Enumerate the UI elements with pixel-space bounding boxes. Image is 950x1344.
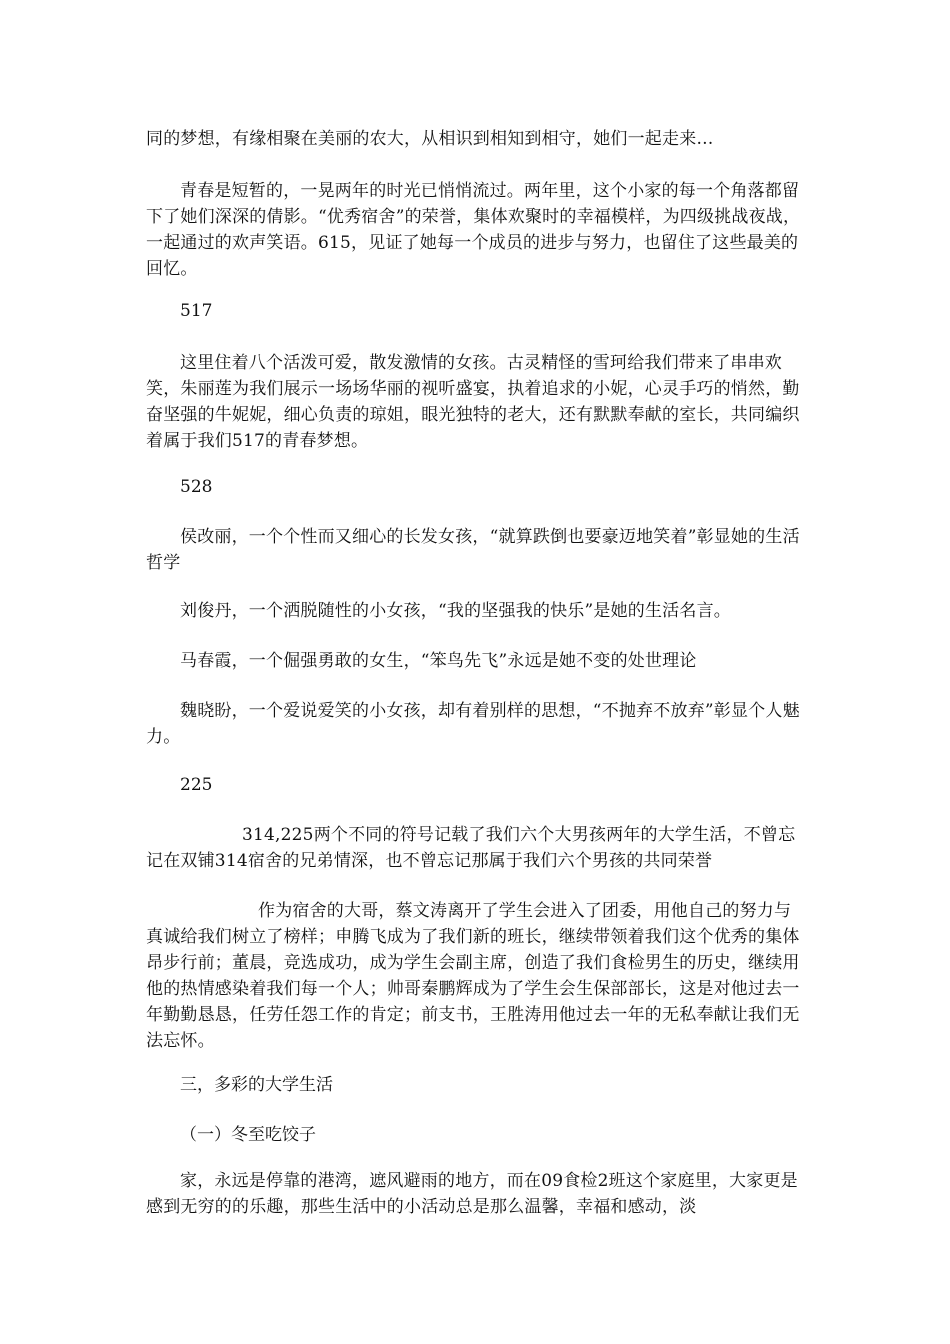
paragraph-wei-xiaopan: 魏晓盼，一个爱说爱笑的小女孩，却有着别样的思想，“不抛弃不放弃”彰显个人魅力。	[146, 701, 800, 747]
section-heading-college-life: 三，多彩的大学生活	[180, 1075, 333, 1095]
dorm-label-528: 528	[180, 477, 213, 497]
paragraph-314-225: 314,225两个不同的符号记载了我们六个大男孩两年的大学生活，不曾忘记在双铺314宿舍的兄弟情深，也不曾忘记那属于我们六个男孩的共同荣誉	[146, 825, 796, 871]
dorm-label-517: 517	[180, 301, 213, 321]
paragraph-hou-gaili: 侯改丽，一个个性而又细心的长发女孩，“就算跌倒也要豪迈地笑着”彰显她的生活哲学	[146, 527, 800, 573]
paragraph-intro-continuation: 同的梦想，有缘相聚在美丽的农大，从相识到相知到相守，她们一起走来…	[146, 129, 714, 149]
subsection-heading-dumplings: （一）冬至吃饺子	[180, 1125, 316, 1145]
paragraph-youth-615: 青春是短暂的，一晃两年的时光已悄悄流过。两年里，这个小家的每一个角落都留下了她们深深的倩影。“优秀宿舍”的荣誉，集体欢聚时的幸福模样，为四级挑战夜战，一起通过的欢声笑语。615，见证了她每一个成员的进步与努力，也留住了这些最美的回忆。	[146, 181, 801, 279]
paragraph-home-harbor: 家，永远是停靠的港湾，遮风避雨的地方，而在09食检2班这个家庭里，大家更是感到无穷的的乐趣，那些生活中的小活动总是那么温馨，幸福和感动，淡	[146, 1171, 798, 1217]
paragraph-517-description: 这里住着八个活泼可爱，散发激情的女孩。古灵精怪的雪珂给我们带来了串串欢笑，朱丽莲为我们展示一场场华丽的视听盛宴，执着追求的小妮，心灵手巧的悄然，勤奋坚强的牛妮妮，细心负责的琼姐，眼光独特的老大，还有默默奉献的室长，共同编织着属于我们517的青春梦想。	[146, 353, 800, 451]
paragraph-dorm-members: 作为宿舍的大哥，蔡文涛离开了学生会进入了团委，用他自己的努力与真诚给我们树立了榜样；申腾飞成为了我们新的班长，继续带领着我们这个优秀的集体昂步行前；董晨，竞选成功，成为学生会副主席，创造了我们食检男生的历史，继续用他的热情感染着我们每一个人；帅哥秦鹏辉成为了学生会生保部部长，这是对他过去一年勤勤恳恳，任劳任怨工作的肯定；前支书，王胜涛用他过去一年的无私奉献让我们无法忘怀。	[146, 901, 800, 1051]
paragraph-ma-chunxia: 马春霞，一个倔强勇敢的女生，“笨鸟先飞”永远是她不变的处世理论	[180, 651, 697, 671]
paragraph-liu-jundan: 刘俊丹，一个洒脱随性的小女孩，“我的坚强我的快乐”是她的生活名言。	[180, 601, 731, 621]
dorm-label-225: 225	[180, 775, 213, 795]
